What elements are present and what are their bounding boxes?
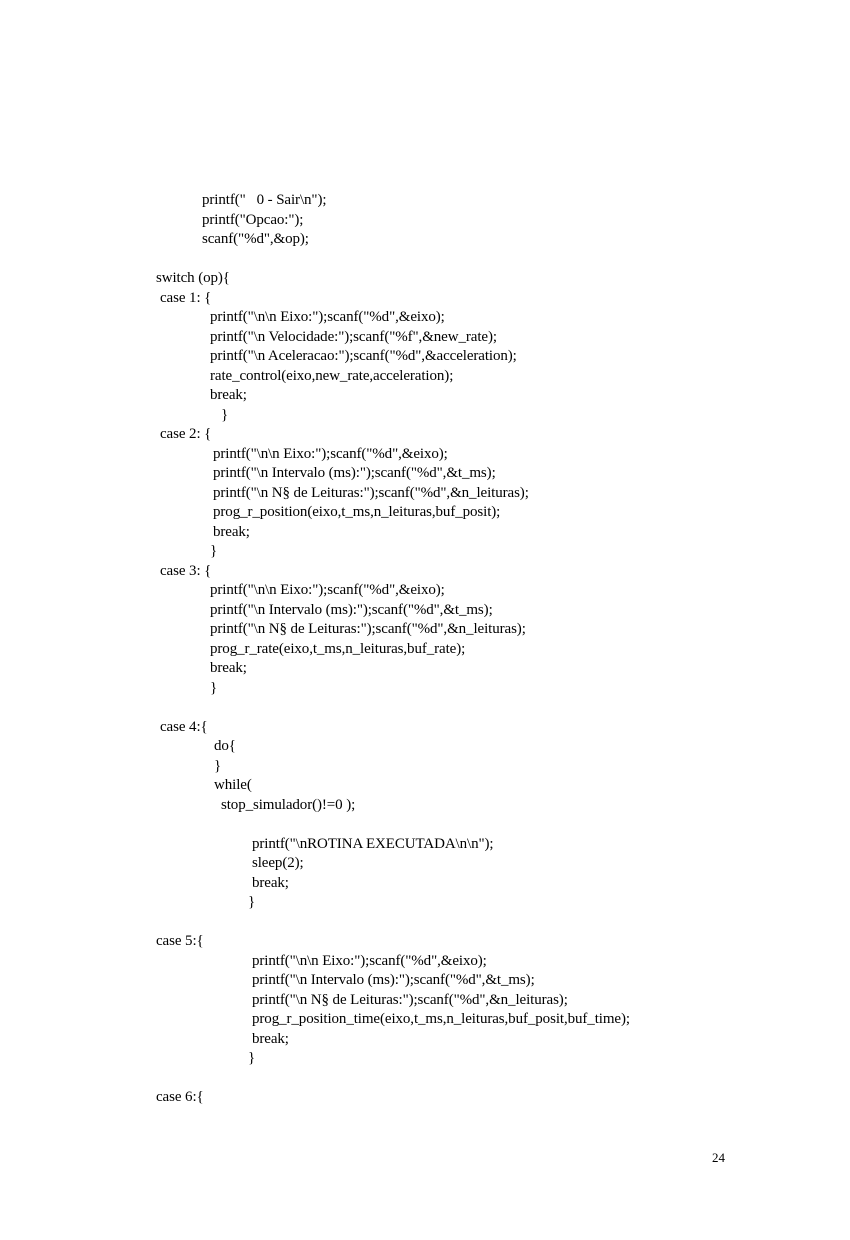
code-line: printf("\n Intervalo (ms):");scanf("%d",&t_ms); bbox=[252, 972, 535, 988]
code-line: case 1: { bbox=[160, 290, 212, 306]
code-line: break; bbox=[252, 1031, 289, 1047]
code-line: case 6:{ bbox=[156, 1089, 204, 1105]
code-line: printf("\n N§ de Leituras:");scanf("%d",&n_leituras); bbox=[213, 485, 529, 501]
page-number: 24 bbox=[712, 1150, 725, 1165]
code-line: printf("\n N§ de Leituras:");scanf("%d",&n_leituras); bbox=[210, 621, 526, 637]
code-line: } bbox=[210, 543, 218, 559]
code-line: printf("\n Aceleracao:");scanf("%d",&acceleration); bbox=[210, 348, 517, 364]
code-line: printf("\n\n Eixo:");scanf("%d",&eixo); bbox=[252, 953, 487, 969]
code-line: prog_r_rate(eixo,t_ms,n_leituras,buf_rate); bbox=[210, 641, 466, 657]
code-line: printf("\n N§ de Leituras:");scanf("%d",&n_leituras); bbox=[252, 992, 568, 1008]
code-line: printf("\n Velocidade:");scanf("%f",&new_rate); bbox=[210, 329, 497, 345]
code-line: rate_control(eixo,new_rate,acceleration); bbox=[210, 368, 454, 384]
code-line: case 3: { bbox=[160, 563, 212, 579]
code-line: while( bbox=[214, 777, 252, 793]
code-line: break; bbox=[252, 875, 289, 891]
code-line: switch (op){ bbox=[156, 270, 230, 286]
code-line: stop_simulador()!=0 ); bbox=[221, 797, 356, 813]
code-line: prog_r_position_time(eixo,t_ms,n_leituras,buf_posit,buf_time); bbox=[252, 1011, 630, 1027]
code-line: } bbox=[210, 680, 218, 696]
code-line: printf("Opcao:"); bbox=[202, 212, 304, 228]
code-line: } bbox=[214, 758, 222, 774]
code-line: case 4:{ bbox=[160, 719, 208, 735]
code-line: printf("\n Intervalo (ms):");scanf("%d",&t_ms); bbox=[213, 465, 496, 481]
code-line: break; bbox=[210, 387, 247, 403]
code-line: prog_r_position(eixo,t_ms,n_leituras,buf_posit); bbox=[213, 504, 501, 520]
code-line: } bbox=[221, 407, 229, 423]
code-line: printf("\n Intervalo (ms):");scanf("%d",&t_ms); bbox=[210, 602, 493, 618]
code-line: sleep(2); bbox=[252, 855, 304, 871]
code-line: case 2: { bbox=[160, 426, 212, 442]
code-line: break; bbox=[210, 660, 247, 676]
code-line: printf(" 0 - Sair\n"); bbox=[202, 192, 327, 208]
code-line: break; bbox=[213, 524, 250, 540]
code-line: printf("\n\n Eixo:");scanf("%d",&eixo); bbox=[210, 582, 445, 598]
code-line: printf("\n\n Eixo:");scanf("%d",&eixo); bbox=[210, 309, 445, 325]
code-line: } bbox=[248, 894, 256, 910]
code-line: case 5:{ bbox=[156, 933, 204, 949]
code-line: printf("\nROTINA EXECUTADA\n\n"); bbox=[252, 836, 494, 852]
code-line: printf("\n\n Eixo:");scanf("%d",&eixo); bbox=[213, 446, 448, 462]
code-line: do{ bbox=[214, 738, 236, 754]
code-line: scanf("%d",&op); bbox=[202, 231, 309, 247]
code-line: } bbox=[248, 1050, 256, 1066]
